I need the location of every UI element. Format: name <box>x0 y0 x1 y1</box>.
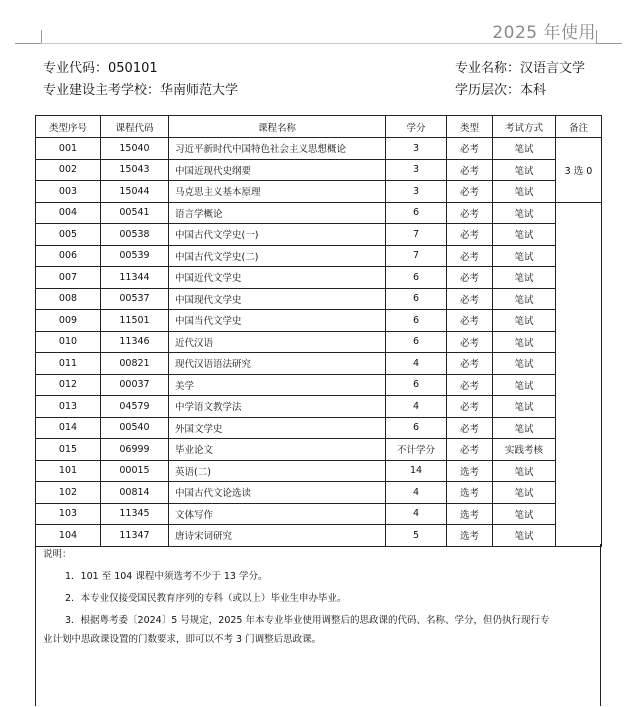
cell-code: 15040 <box>101 138 169 160</box>
cell-seq: 101 <box>36 460 101 482</box>
cell-seq: 008 <box>36 288 101 310</box>
table-row <box>36 181 602 203</box>
table-row <box>36 525 602 547</box>
table-row <box>36 482 602 504</box>
cell-code: 00814 <box>101 482 169 504</box>
major-code: 专业代码：050101 <box>43 61 158 76</box>
cell-type: 选考 <box>447 525 493 547</box>
cell-type: 必考 <box>447 224 493 246</box>
cell-seq: 001 <box>36 138 101 160</box>
header-seq: 类型序号 <box>36 116 101 138</box>
cell-course-name: 唐诗宋词研究 <box>169 525 386 547</box>
note-item: 3．根据粤考委〔2024〕5 号规定，2025 年本专业毕业使用调整后的思政课的代码、名称、学分，但仍执行现行专 <box>65 615 550 626</box>
cell-code: 11345 <box>101 503 169 525</box>
cell-code: 00537 <box>101 288 169 310</box>
note-item: 1．101 至 104 课程中须选考不少于 13 学分。 <box>65 571 268 582</box>
cell-code: 00541 <box>101 202 169 224</box>
cell-credit: 6 <box>386 374 447 396</box>
cell-exam: 笔试 <box>493 331 556 353</box>
cell-course-name: 中国近代文学史 <box>169 267 386 289</box>
cell-course-name: 中国现代文学史 <box>169 288 386 310</box>
cell-type: 必考 <box>447 159 493 181</box>
cell-credit: 6 <box>386 310 447 332</box>
table-row <box>36 288 602 310</box>
cell-credit: 4 <box>386 353 447 375</box>
cell-seq: 002 <box>36 159 101 181</box>
cell-credit: 3 <box>386 181 447 203</box>
cell-code: 00037 <box>101 374 169 396</box>
cell-type: 必考 <box>447 310 493 332</box>
cell-exam: 笔试 <box>493 181 556 203</box>
table-row <box>36 245 602 267</box>
cell-exam: 笔试 <box>493 417 556 439</box>
cell-seq: 005 <box>36 224 101 246</box>
cell-credit: 3 <box>386 159 447 181</box>
cell-credit: 6 <box>386 331 447 353</box>
cell-exam: 实践考核 <box>493 439 556 461</box>
cell-credit: 6 <box>386 202 447 224</box>
cell-code: 00539 <box>101 245 169 267</box>
cell-course-name: 中国古代文论选读 <box>169 482 386 504</box>
cell-course-name: 近代汉语 <box>169 331 386 353</box>
header-name: 课程名称 <box>169 116 386 138</box>
cell-code: 04579 <box>101 396 169 418</box>
cell-type: 必考 <box>447 245 493 267</box>
table-row <box>36 353 602 375</box>
cell-type: 选考 <box>447 482 493 504</box>
cell-course-name: 中国古代文学史(一) <box>169 224 386 246</box>
cell-seq: 013 <box>36 396 101 418</box>
table-row <box>36 460 602 482</box>
cell-type: 必考 <box>447 396 493 418</box>
notes-section <box>35 544 601 706</box>
cell-seq: 009 <box>36 310 101 332</box>
crop-mark <box>596 43 622 44</box>
note-item: 2．本专业仅接受国民教育序列的专科（或以上）毕业生申办毕业。 <box>65 593 347 604</box>
cell-seq: 103 <box>36 503 101 525</box>
cell-credit: 3 <box>386 138 447 160</box>
cell-exam: 笔试 <box>493 267 556 289</box>
cell-seq: 014 <box>36 417 101 439</box>
crop-mark <box>41 43 596 44</box>
cell-course-name: 中国古代文学史(二) <box>169 245 386 267</box>
course-table-body <box>36 138 602 547</box>
table-row <box>36 417 602 439</box>
cell-seq: 004 <box>36 202 101 224</box>
table-row <box>36 267 602 289</box>
cell-seq: 012 <box>36 374 101 396</box>
cell-exam: 笔试 <box>493 245 556 267</box>
cell-exam: 笔试 <box>493 374 556 396</box>
cell-credit: 6 <box>386 417 447 439</box>
cell-type: 必考 <box>447 288 493 310</box>
cell-code: 11344 <box>101 267 169 289</box>
table-header-row <box>36 116 602 138</box>
cell-course-name: 习近平新时代中国特色社会主义思想概论 <box>169 138 386 160</box>
note-item: 业计划中思政课设置的门数要求，即可以不考 3 门调整后思政课。 <box>43 634 322 645</box>
cell-credit: 14 <box>386 460 447 482</box>
cell-type: 必考 <box>447 138 493 160</box>
cell-exam: 笔试 <box>493 288 556 310</box>
cell-seq: 007 <box>36 267 101 289</box>
cell-exam: 笔试 <box>493 202 556 224</box>
header-credit: 学分 <box>386 116 447 138</box>
cell-exam: 笔试 <box>493 138 556 160</box>
cell-course-name: 文体写作 <box>169 503 386 525</box>
cell-course-name: 外国文学史 <box>169 417 386 439</box>
table-row <box>36 138 602 160</box>
cell-type: 必考 <box>447 374 493 396</box>
cell-seq: 015 <box>36 439 101 461</box>
cell-exam: 笔试 <box>493 353 556 375</box>
education-level: 学历层次：本科 <box>455 83 547 98</box>
cell-seq: 003 <box>36 181 101 203</box>
table-row <box>36 439 602 461</box>
cell-seq: 010 <box>36 331 101 353</box>
cell-code: 06999 <box>101 439 169 461</box>
cell-seq: 102 <box>36 482 101 504</box>
cell-course-name: 中学语文教学法 <box>169 396 386 418</box>
header-exam: 考试方式 <box>493 116 556 138</box>
cell-exam: 笔试 <box>493 525 556 547</box>
cell-exam: 笔试 <box>493 159 556 181</box>
table-row <box>36 202 602 224</box>
cell-remark: 3 选 0 <box>556 138 602 203</box>
cell-seq: 006 <box>36 245 101 267</box>
table-row <box>36 159 602 181</box>
crop-mark <box>15 43 41 44</box>
cell-type: 必考 <box>447 417 493 439</box>
cell-course-name: 语言学概论 <box>169 202 386 224</box>
cell-credit: 6 <box>386 267 447 289</box>
cell-code: 00538 <box>101 224 169 246</box>
notes-title: 说明： <box>43 549 72 560</box>
cell-course-name: 毕业论文 <box>169 439 386 461</box>
cell-credit: 7 <box>386 245 447 267</box>
cell-code: 15044 <box>101 181 169 203</box>
cell-type: 必考 <box>447 181 493 203</box>
cell-exam: 笔试 <box>493 482 556 504</box>
cell-code: 11347 <box>101 525 169 547</box>
cell-type: 必考 <box>447 439 493 461</box>
cell-credit: 5 <box>386 525 447 547</box>
cell-credit: 4 <box>386 396 447 418</box>
cell-credit: 不计学分 <box>386 439 447 461</box>
table-row <box>36 396 602 418</box>
cell-type: 必考 <box>447 353 493 375</box>
cell-course-name: 中国近现代史纲要 <box>169 159 386 181</box>
cell-course-name: 中国当代文学史 <box>169 310 386 332</box>
cell-type: 必考 <box>447 202 493 224</box>
cell-course-name: 英语(二) <box>169 460 386 482</box>
cell-type: 选考 <box>447 460 493 482</box>
cell-type: 选考 <box>447 503 493 525</box>
cell-credit: 4 <box>386 482 447 504</box>
cell-course-name: 现代汉语语法研究 <box>169 353 386 375</box>
cell-remark-empty <box>556 202 602 546</box>
cell-course-name: 美学 <box>169 374 386 396</box>
header-remark: 备注 <box>556 116 602 138</box>
cell-type: 必考 <box>447 267 493 289</box>
cell-seq: 011 <box>36 353 101 375</box>
cell-credit: 6 <box>386 288 447 310</box>
cell-seq: 104 <box>36 525 101 547</box>
course-table <box>35 115 602 547</box>
cell-credit: 4 <box>386 503 447 525</box>
crop-mark <box>41 30 42 44</box>
table-row <box>36 310 602 332</box>
cell-exam: 笔试 <box>493 310 556 332</box>
table-row <box>36 331 602 353</box>
cell-credit: 7 <box>386 224 447 246</box>
header-type: 类型 <box>447 116 493 138</box>
cell-exam: 笔试 <box>493 460 556 482</box>
header-code: 课程代码 <box>101 116 169 138</box>
cell-code: 11346 <box>101 331 169 353</box>
cell-type: 必考 <box>447 331 493 353</box>
crop-mark <box>596 30 597 44</box>
cell-exam: 笔试 <box>493 224 556 246</box>
cell-code: 00540 <box>101 417 169 439</box>
major-name: 专业名称：汉语言文学 <box>455 61 586 76</box>
table-row <box>36 374 602 396</box>
school-name: 专业建设主考学校：华南师范大学 <box>43 83 239 98</box>
cell-code: 00015 <box>101 460 169 482</box>
table-row <box>36 224 602 246</box>
cell-code: 11501 <box>101 310 169 332</box>
cell-exam: 笔试 <box>493 503 556 525</box>
cell-code: 00821 <box>101 353 169 375</box>
cell-code: 15043 <box>101 159 169 181</box>
cell-course-name: 马克思主义基本原理 <box>169 181 386 203</box>
year-label: 2025 年使用 <box>492 23 596 43</box>
table-row <box>36 503 602 525</box>
cell-exam: 笔试 <box>493 396 556 418</box>
